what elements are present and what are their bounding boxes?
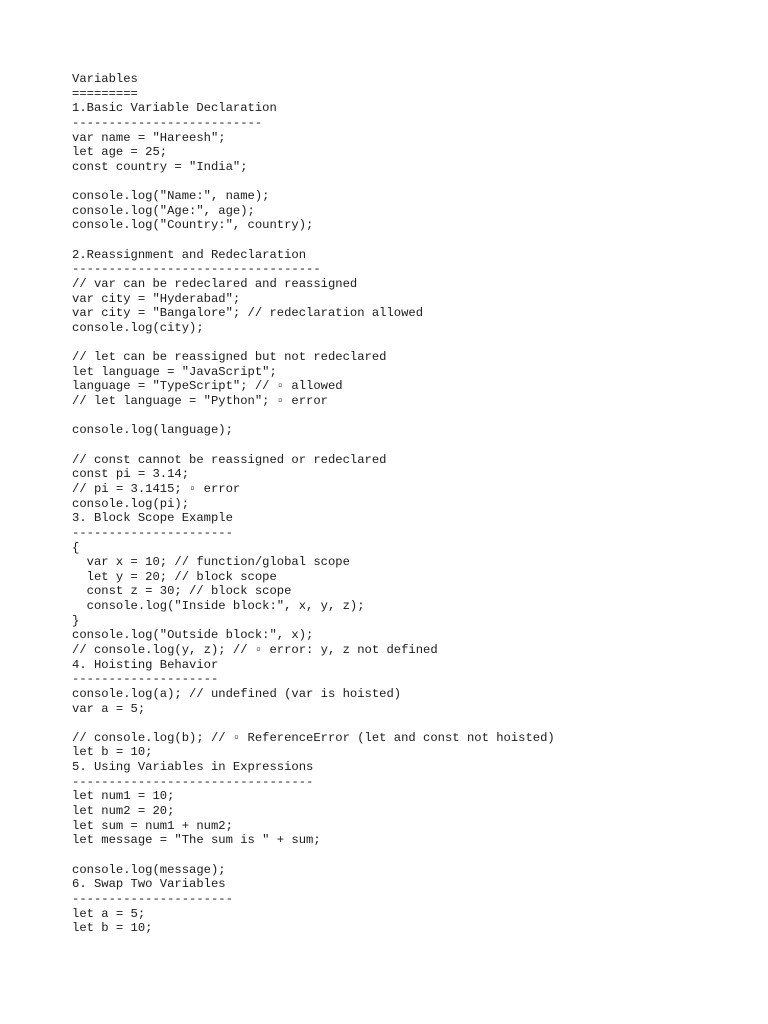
code-line: let b = 10; <box>72 745 153 760</box>
section-heading-5: 5. Using Variables in Expressions <box>72 760 314 775</box>
title-underline: ========= <box>72 86 138 101</box>
blank-line <box>72 336 752 351</box>
section-heading-1: 1.Basic Variable Declaration <box>72 101 277 116</box>
code-line: let num2 = 20; <box>72 804 175 819</box>
code-line: var name = "Hareesh"; <box>72 130 226 145</box>
code-line: console.log(message); <box>72 862 226 877</box>
section-heading-3: 3. Block Scope Example <box>72 511 233 526</box>
blank-line <box>72 716 752 731</box>
code-line: const z = 30; // block scope <box>72 584 292 599</box>
blank-line <box>72 409 752 424</box>
section-heading-2: 2.Reassignment and Redeclaration <box>72 247 307 262</box>
code-comment: // var can be redeclared and reassigned <box>72 276 358 291</box>
code-line: var a = 5; <box>72 701 146 716</box>
code-line: console.log("Country:", country); <box>72 218 314 233</box>
document-page <box>72 72 752 936</box>
code-line: let sum = num1 + num2; <box>72 818 233 833</box>
code-line: const pi = 3.14; <box>72 467 190 482</box>
section-rule: -------------------- <box>72 672 219 687</box>
code-line: language = "TypeScript"; // ▫ allowed <box>72 379 343 394</box>
blank-line <box>72 233 752 248</box>
code-line: console.log("Inside block:", x, y, z); <box>72 599 365 614</box>
code-comment: // pi = 3.1415; ▫ error <box>72 481 241 496</box>
code-line: let message = "The sum is " + sum; <box>72 833 321 848</box>
code-line: let age = 25; <box>72 145 168 160</box>
code-line: var city = "Bangalore"; // redeclaration allowed <box>72 306 424 321</box>
code-line: let b = 10; <box>72 921 153 936</box>
code-line: let y = 20; // block scope <box>72 569 277 584</box>
code-line: var city = "Hyderabad"; <box>72 291 241 306</box>
doc-title: Variables <box>72 72 138 86</box>
code-line: console.log("Outside block:", x); <box>72 628 314 643</box>
code-line: { <box>72 540 80 555</box>
code-comment: // let language = "Python"; ▫ error <box>72 394 328 409</box>
code-comment: // let can be reassigned but not redeclared <box>72 350 387 365</box>
blank-line <box>72 174 752 189</box>
section-rule: --------------------------------- <box>72 774 314 789</box>
section-rule: -------------------------- <box>72 115 263 130</box>
blank-line <box>72 438 752 453</box>
code-line: let language = "JavaScript"; <box>72 364 277 379</box>
section-rule: ---------------------- <box>72 525 233 540</box>
code-line: } <box>72 613 80 628</box>
code-line: const country = "India"; <box>72 159 248 174</box>
code-comment: // const cannot be reassigned or redeclared <box>72 452 387 467</box>
code-line: console.log(pi); <box>72 496 190 511</box>
code-line: let a = 5; <box>72 906 146 921</box>
section-rule: ---------------------- <box>72 891 233 906</box>
code-line: console.log("Age:", age); <box>72 203 255 218</box>
code-line: console.log(language); <box>72 423 233 438</box>
code-comment: // console.log(b); // ▫ ReferenceError (let and const not hoisted) <box>72 730 555 745</box>
section-heading-6: 6. Swap Two Variables <box>72 877 226 892</box>
code-line: console.log(a); // undefined (var is hoisted) <box>72 686 402 701</box>
section-rule: ---------------------------------- <box>72 262 321 277</box>
blank-line <box>72 848 752 863</box>
code-comment: // console.log(y, z); // ▫ error: y, z not defined <box>72 642 438 657</box>
code-line: var x = 10; // function/global scope <box>72 555 350 570</box>
code-line: console.log("Name:", name); <box>72 189 270 204</box>
code-line: console.log(city); <box>72 320 204 335</box>
section-heading-4: 4. Hoisting Behavior <box>72 657 219 672</box>
code-line: let num1 = 10; <box>72 789 175 804</box>
